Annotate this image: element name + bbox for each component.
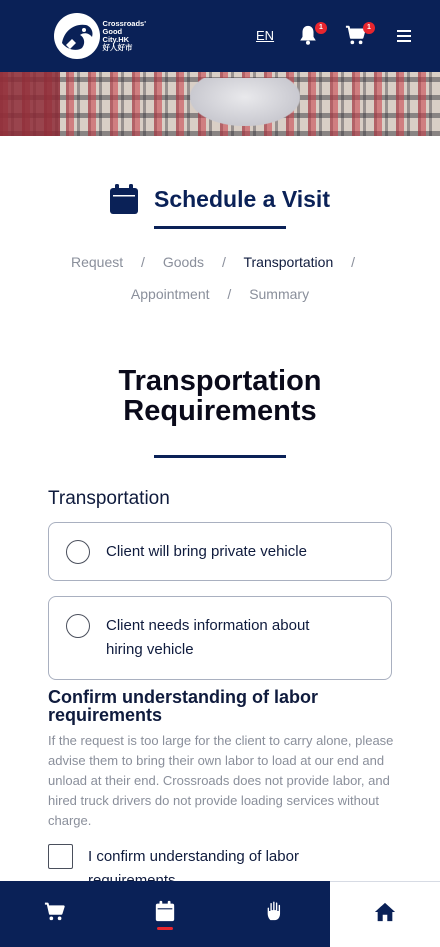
logo-emblem [54, 13, 100, 59]
crossroads-logo[interactable] [54, 11, 146, 61]
calendar-icon [154, 900, 176, 922]
cart-badge: 1 [363, 22, 375, 34]
option-label: Client will bring private vehicle [106, 543, 307, 560]
hero-fabric [0, 72, 60, 136]
page-title: Schedule a Visit [154, 185, 330, 212]
nav-home[interactable] [330, 881, 440, 947]
nav-donate[interactable] [220, 881, 330, 947]
confirm-label[interactable]: I confirm understanding of labor [88, 848, 299, 865]
radio-button[interactable] [66, 540, 90, 564]
step-separator: / [221, 254, 226, 270]
active-indicator [157, 927, 173, 930]
labor-heading: Confirm understanding of labor requirements [48, 687, 318, 725]
home-icon [374, 901, 396, 923]
top-header [0, 0, 440, 72]
notifications-button[interactable] [297, 24, 321, 48]
option-label: Client needs information about hiring vehicle [106, 617, 310, 658]
radio-button[interactable] [66, 614, 90, 638]
cart-button[interactable] [345, 24, 369, 48]
labor-description: If the request is too large for the client to carry alone, please advise them to bring their own labor to load at our end and unload at their end. Crossroads does not provide labor, and hired truck drivers do not provide loading services without charge. [48, 733, 394, 828]
title-underline [154, 226, 286, 229]
confirm-checkbox[interactable] [48, 844, 73, 869]
hero-image [0, 72, 440, 136]
step-request[interactable]: Request [70, 254, 124, 270]
nav-cart[interactable] [0, 881, 110, 947]
nav-schedule[interactable] [110, 881, 220, 947]
language-switch[interactable]: EN [256, 28, 275, 43]
cart-icon [44, 900, 66, 922]
step-transportation[interactable]: Transportation [243, 254, 334, 270]
logo-text: Crossroads' Good City.HK 好人好市 [102, 19, 146, 52]
bottom-navigation [0, 881, 440, 947]
option-hire-vehicle[interactable] [48, 596, 392, 680]
step-separator: / [227, 286, 232, 302]
step-separator: / [351, 254, 356, 270]
step-summary[interactable]: Summary [249, 286, 310, 302]
step-goods[interactable]: Goods [162, 254, 205, 270]
page-heading [0, 184, 440, 214]
notifications-badge: 1 [315, 22, 327, 34]
transportation-label: Transportation [48, 488, 170, 509]
section-title: Transportation Requirements [118, 365, 322, 427]
calendar-icon [110, 184, 138, 214]
step-separator: / [141, 254, 145, 270]
step-breadcrumb [0, 253, 440, 317]
section-underline [154, 455, 286, 458]
hero-bag [190, 78, 300, 126]
step-appointment[interactable]: Appointment [130, 286, 210, 302]
hand-icon [264, 900, 286, 922]
hamburger-menu-icon[interactable] [397, 30, 411, 42]
option-private-vehicle[interactable] [48, 522, 392, 581]
